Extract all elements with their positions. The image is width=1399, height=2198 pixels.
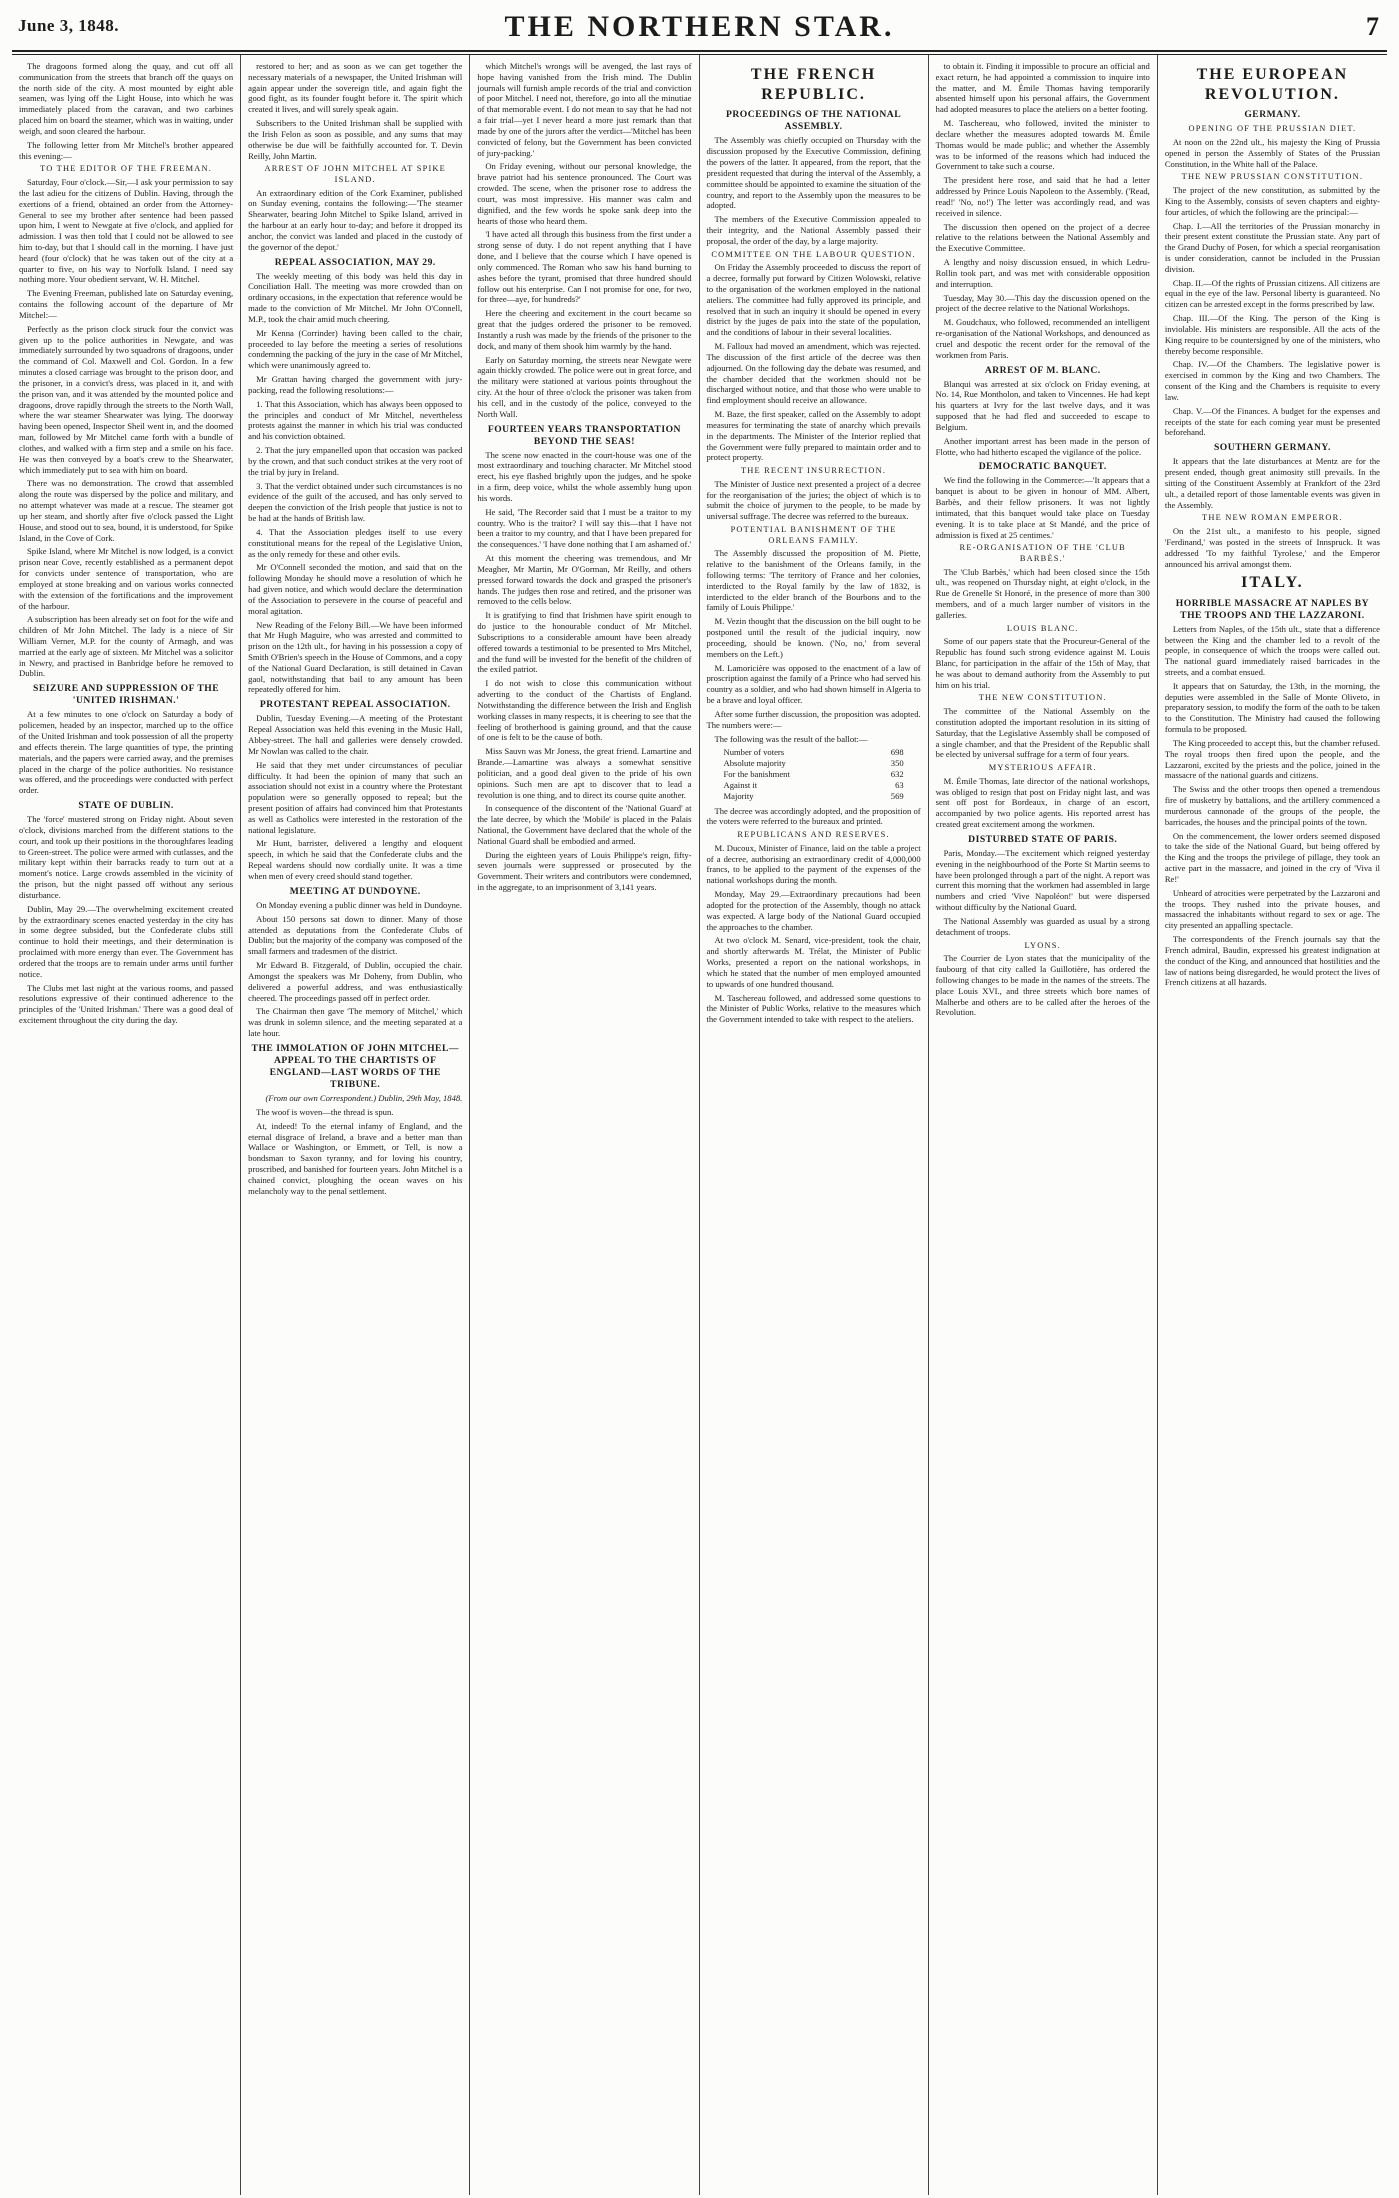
- article-paragraph: 2. That the jury empanelled upon that occasion was packed by the crown, and that such conduct strikes at the very root of the trial by jury in Ireland.: [248, 445, 463, 477]
- article-paragraph: New Reading of the Felony Bill.—We have been informed that Mr Hugh Maguire, who was arrested and committed to prison on the 12th ult., for having in his possession a copy of Smith O'Brien's speech in the House of Commons, and a copy of the National Guard Declaration, is still detained in Cavan gaol, notwithstanding that bail to any amount has been repeatedly offered for him.: [248, 619, 463, 695]
- article-paragraph: The members of the Executive Commission appealed to their integrity, and the National Assembly passed their proposal, the order of the day, by a large majority.: [706, 214, 921, 246]
- article-subheading: LYONS.: [1024, 940, 1061, 950]
- vote-label: For the banishment: [723, 769, 790, 780]
- article-paragraph: During the eighteen years of Louis Philippe's reign, fifty-seven journals were suppressed or prosecuted by the Government. Their writers and contributors were condemned, in the aggregate, to an imprisonment of 3,141 years.: [477, 849, 692, 893]
- article-headline: PROTESTANT REPEAL ASSOCIATION.: [259, 699, 451, 711]
- article-paragraph: Dublin, May 29.—The overwhelming excitement created by the extraordinary scenes enacted yesterday in the city has in some degree subsided, but the Confederate clubs still continue to hold their meetings, and their determination is proclaimed with more energy than ever. The Government has ordered that the troops are to remain under arms until further notice.: [19, 903, 234, 979]
- vote-row: [721, 758, 905, 769]
- article-subheading: REPUBLICANS AND RESERVES.: [737, 830, 890, 840]
- article-subheading: COMMITTEE ON THE LABOUR QUESTION.: [711, 249, 916, 259]
- article-subheading: THE NEW PRUSSIAN CONSTITUTION.: [1181, 172, 1364, 182]
- article-paragraph: M. Ducoux, Minister of Finance, laid on the table a project of a decree, authorising an extraordinary credit of 4,000,000 francs, to be applied to the payment of the expenses of the national workshops during the month.: [706, 842, 921, 886]
- article-subheading: LOUIS BLANC.: [1006, 623, 1079, 633]
- article-headline: STATE OF DUBLIN.: [78, 800, 174, 812]
- article-headline: DISTURBED STATE OF PARIS.: [968, 833, 1118, 845]
- article-paragraph: He said, 'The Recorder said that I must be a traitor to my country. Who is the traitor? I will say this—that I have not been a traitor to my country, and that I have been prepared for the consequences.' 'I have done nothing that I am ashamed of.': [477, 506, 692, 550]
- article-paragraph: Chap. V.—Of the Finances. A budget for the expenses and receipts of the state for each coming year must be presented beforehand.: [1164, 405, 1380, 438]
- article-paragraph: The weekly meeting of this body was held this day in Conciliation Hall. The meeting was more crowded than on ordinary occasions, in the expectation that reference would be made to the conviction of Mr Mitchel. Mr John O'Connell, M.P., took the chair amid much cheering.: [248, 270, 463, 324]
- article-paragraph: At a few minutes to one o'clock on Saturday a body of policemen, headed by an inspector, marched up to the office of the United Irishman and took possession of all the property and effects therein. The large quantities of type, the printing materials, and the papers were carried away, and the premises placed in the charge of the police authorities. No resistance was offered, and the proceedings were conducted with perfect order.: [19, 709, 234, 796]
- column-2: [241, 55, 470, 2195]
- article-paragraph: Paris, Monday.—The excitement which reigned yesterday evening in the neighbourhood of the Porte St Martin seems to have been prolonged through a part of the night. A report was current this morning that the workmen had assembled in large numbers and cried 'Vive Napoléon!' but were dispersed without difficulty by the National Guard.: [935, 847, 1150, 913]
- article-paragraph: In consequence of the discontent of the 'National Guard' at the late decree, by which the 'Mobile' is placed in the Palais National, the Government have declared that the whole of the National Guard shall be embodied and armed.: [477, 803, 692, 846]
- article-paragraph: The National Assembly was guarded as usual by a strong detachment of troops.: [935, 915, 1150, 937]
- column-3: [470, 55, 699, 2195]
- article-headline: SOUTHERN GERMANY.: [1213, 442, 1331, 454]
- article-paragraph: On the 21st ult., a manifesto to his people, signed 'Ferdinand,' was posted in the streets of Innspruck. It was addressed 'To my faithful Tyrolese,' and the Emperor announced his arrival amongst them.: [1164, 526, 1380, 569]
- article-paragraph: We find the following in the Commerce:—'It appears that a banquet is about to be given in honour of MM. Albert, Barbès, and their fellow prisoners. It was not lightly intimated, that this banquet would take place on Tuesday evening. It is to take place at St Mandé, and the price of admission is fixed at 25 centimes.': [935, 475, 1150, 540]
- article-paragraph: Chap. IV.—Of the Chambers. The legislative power is exercised in common by the King and two Chambers. The consent of the King and the Chambers is requisite to every law.: [1164, 359, 1380, 402]
- article-paragraph: Mr Edward B. Fitzgerald, of Dublin, occupied the chair. Amongst the speakers was Mr Doheny, from Dublin, who delivered a powerful address, and was enthusiastically cheered. The proceedings passed off in perfect order.: [248, 960, 463, 1003]
- article-paragraph: Mr Hunt, barrister, delivered a lengthy and eloquent speech, in which he said that the Confederate clubs and the Repeal wardens should now cordially unite. It was a time when men of every creed should stand together.: [248, 838, 463, 881]
- article-paragraph: An extraordinary edition of the Cork Examiner, published on Sunday evening, contains the following:—'The steamer Shearwater, bearing John Mitchel to Spike Island, arrived in the harbour at an early hour to-day; and before it dropped its anchor, the convict was landed and placed in the custody of the governor of the depot.': [248, 187, 463, 252]
- article-paragraph: The Courrier de Lyon states that the municipality of the faubourg of that city called la Guillotière, has ordered the following changes to be made in the names of the streets. The place Louis XVI., and three streets which bore names of Malherbe and others are to be called after the heroes of the Revolution.: [935, 953, 1150, 1018]
- article-paragraph: Miss Sauvn was Mr Joness, the great friend. Lamartine and Brande.—Lamartine was always a somewhat sensitive politician, and a good deal given to the pride of his own opinions. Such men are apt to discover that to lead a revolution is one thing, and to direct its course quite another.: [477, 746, 692, 800]
- column-4: [700, 55, 929, 2195]
- article-paragraph: 'I have acted all through this business from the first under a strong sense of duty. I do not repent anything that I have done, and I believe that the course which I have opened is only commenced. The Roman who saw his hand burning to ashes before the tyrant, promised that three hundred should follow out his enterprise. Can I not promise for one, for two, for three—aye, for hundreds?': [477, 229, 692, 305]
- article-paragraph: The Evening Freeman, published late on Saturday evening, contains the following account of the departure of Mr Mitchel:—: [19, 288, 234, 320]
- article-paragraph: On Friday the Assembly proceeded to discuss the report of a decree, formally put forward by Citizen Wolowski, relative to the organisation of the workmen employed in the national ateliers. The committee had fully approved its principle, and resolved that in such an inquiry it should be opened in every district by the juges de paix into the state of the population, and the conditions of labour in their several localities.: [706, 262, 921, 338]
- article-subheading: MYSTERIOUS AFFAIR.: [988, 763, 1097, 773]
- article-paragraph: On Monday evening a public dinner was held in Dundoyne.: [256, 899, 462, 910]
- article-paragraph: After some further discussion, the proposition was adopted. The numbers were:—: [706, 708, 921, 730]
- article-paragraph: Mr O'Connell seconded the motion, and said that on the following Monday he should move a resolution of which he had given notice, and which would declare the determination of the Association to persevere in the course of peaceful and moral agitation.: [248, 562, 463, 616]
- article-paragraph: Mr Kenna (Corrinder) having been called to the chair, proceeded to lay before the meeting a series of resolutions condemning the packing of the jury in the case of Mr Mitchel, which were unanimously agreed to.: [248, 327, 463, 371]
- article-subheading: TO THE EDITOR OF THE FREEMAN.: [40, 164, 213, 174]
- article-subheading: ARREST OF JOHN MITCHEL AT SPIKE ISLAND.: [264, 164, 446, 185]
- vote-label: Majority: [723, 790, 754, 801]
- article-paragraph: At noon on the 22nd ult., his majesty the King of Prussia opened in person the Assembly of States of the Prussian Constitution, in the White hall of the Palace.: [1164, 136, 1380, 169]
- vote-row: [721, 780, 905, 791]
- article-paragraph: Chap. III.—Of the King. The person of the King is inviolable. His ministers are responsible. All the acts of the King require to be countersigned by one of the ministers, who thereby become responsible.: [1164, 313, 1380, 356]
- article-paragraph: It appears that the late disturbances at Mentz are for the present ended, though great animosity still prevails. In the sitting of the Constituent Assembly at Frankfort of the 23rd ult., a detailed report of those lamentable events was given in the Assembly.: [1164, 456, 1380, 510]
- article-paragraph: Early on Saturday morning, the streets near Newgate were again thickly crowded. The police were out in great force, and the military were stationed at various points throughout the city. At the hour of three o'clock the prisoner was taken from his cell, and in the custody of the police, conveyed to the North Wall.: [477, 354, 692, 419]
- article-paragraph: M. Émile Thomas, late director of the national workshops, was obliged to resign that post on Friday night last, and was sent off post for Bordeaux, in charge of an escort, accompanied by two police agents. His reported arrest has created great excitement among the workmen.: [935, 775, 1150, 830]
- vote-row: [721, 747, 905, 758]
- article-paragraph: M. Taschereau, who followed, invited the minister to declare whether the measures adopted towards M. Émile Thomas would be made public; and whether the Assembly was to be informed of the reasons which had induced the Government to take such a course.: [935, 118, 1150, 172]
- article-headline: DEMOCRATIC BANQUET.: [978, 461, 1107, 473]
- article-paragraph: It is gratifying to find that Irishmen have spirit enough to do justice to the honourable conduct of Mr Mitchel. Subscriptions to a considerable amount have been already offered towards a testimonial to be presented to Mrs Mitchel, and the fund will be invested for the benefit of the children of the exiled patriot.: [477, 610, 692, 675]
- article-headline: SEIZURE AND SUPPRESSION OF THE 'UNITED IRISHMAN.': [33, 683, 220, 707]
- vote-value: 350: [890, 758, 904, 769]
- article-headline: PROCEEDINGS OF THE NATIONAL ASSEMBLY.: [726, 109, 902, 133]
- article-paragraph: Spike Island, where Mr Mitchel is now lodged, is a convict prison near Cove, recently established as a permanent depot for convicts under sentence of transportation, who are employed at stone breaking and on various works connected with the extension of the fortifications and the improvement of the harbour.: [19, 546, 234, 611]
- article-paragraph: Blanqui was arrested at six o'clock on Friday evening, at No. 14, Rue Montholon, and taken to Vincennes. He had kept his quarters at Ivry for the last twelve days, and it was supposed that he had fled and succeeded to escape to Belgium.: [935, 378, 1150, 432]
- vote-value: 63: [895, 779, 904, 790]
- vote-row: [721, 791, 905, 802]
- article-paragraph: The Swiss and the other troops then opened a tremendous fire of musketry by battalions, and the artillery commenced a murderous cannonade of the groups of the people, the barricades, the houses and the principal points of the town.: [1164, 784, 1380, 827]
- page-number: 7: [1366, 12, 1379, 41]
- article-paragraph: M. Lamoricière was opposed to the enactment of a law of proscription against the family of a Prince who had served his country as a soldier, and who had shown himself in Algeria to be a brave and loyal officer.: [706, 662, 921, 706]
- vote-value: 569: [890, 790, 904, 801]
- article-paragraph: Chap. II.—Of the rights of Prussian citizens. All citizens are equal in the eye of the law. Personal liberty is guaranteed. No citizen can be arrested except in the forms prescribed by law.: [1164, 277, 1380, 310]
- article-paragraph: Dublin, Tuesday Evening.—A meeting of the Protestant Repeal Association was held this evening in the Music Hall, Abbey-street. The hall and galleries were densely crowded. Mr Nowlan was called to the chair.: [248, 713, 463, 756]
- article-headline: HORRIBLE MASSACRE AT NAPLES BY THE TROOPS AND THE LAZZARONI.: [1175, 597, 1370, 621]
- article-paragraph: He said that they met under circumstances of peculiar difficulty. It had been the opinion of many that such an association should not exist in a country where the Protestant population were so generally opposed to repeal; but the present position of affairs had convinced him that Protestants as well as Catholics were interested in the restoration of the national legislature.: [248, 759, 463, 835]
- section-heading: THE EUROPEAN REVOLUTION.: [1196, 66, 1349, 104]
- article-paragraph: It appears that on Saturday, the 13th, in the morning, the deputies were assembled in the Salle of Monte Oliveto, in preparatory session, to modify the form of the oath to be taken to the Constitution. The Ministry had caused the following formula to be proposed.: [1164, 680, 1380, 735]
- column-1: [12, 55, 241, 2195]
- article-paragraph: M. Baze, the first speaker, called on the Assembly to adopt measures for terminating the state of anarchy which prevails in the departments. The Minister of the Interior replied that the Government were fully prepared to maintain order and to protect property.: [706, 409, 921, 463]
- article-paragraph: The woof is woven—the thread is spun.: [256, 1106, 394, 1117]
- vote-value: 698: [890, 747, 904, 758]
- article-paragraph: On the commencement, the lower orders seemed disposed to take the side of the National Guard, but being offered by the King and the troops the privilege of pillage, they took an active part in the massacre, and joined in the cry of 'Viva il Re!': [1164, 830, 1380, 884]
- article-paragraph: The following letter from Mr Mitchel's brother appeared this evening:—: [19, 139, 234, 161]
- article-paragraph: The decree was accordingly adopted, and the proposition of the voters were referred to the bureaux and printed.: [706, 805, 921, 827]
- article-paragraph: A subscription has been already set on foot for the wife and children of Mr John Mitchel. The lady is a niece of Sir William Verner, M.P. for the county of Armagh, and was married at the early age of sixteen. Mr Mitchel was a solicitor in Newry, and practised in Banbridge before he removed to Dublin.: [19, 614, 234, 679]
- article-paragraph: restored to her; and as soon as we can get together the necessary materials of a newspaper, the United Irishman will again appear under the sovereign title, and again fight the good fight, as its founder fought before it. The spirit which created it lives, and will surely speak again.: [248, 61, 463, 115]
- article-paragraph: The president here rose, and said that he had a letter addressed by Prince Louis Napoleon to the Assembly. ('Read, read!' 'No, no!') The letter was accordingly read, and was received in silence.: [935, 175, 1150, 218]
- article-paragraph: The correspondents of the French journals say that the French admiral, Baudin, expressed his greatest indignation at the conduct of the King, and announced that hostilities and the law of nations being disregarded, he would protect the lives of French citizens at all hazards.: [1164, 934, 1380, 988]
- article-paragraph: On Friday evening, without our personal knowledge, the brave patriot had his sentence pronounced. The Court was crowded. The scene, when the prisoner rose to address the court, was most impressive. His manner was calm and dignified, and the few words he spoke sank deep into the hearts of those who heard them.: [477, 161, 692, 226]
- article-paragraph: The Chairman then gave 'The memory of Mitchel,' which was drunk in solemn silence, and the meeting separated at a late hour.: [248, 1006, 463, 1038]
- vote-row: [721, 769, 905, 780]
- article-paragraph: Here the cheering and excitement in the court became so great that the judges ordered the prisoner to be removed. Instantly a rush was made by the friends of the prisoner to the dock, and many of them shook him warmly by the hand.: [477, 308, 692, 351]
- article-paragraph: M. Vezin thought that the discussion on the bill ought to be postponed until the result of the judicial inquiry, now proceeding, should be known. ('No, no,' from several members on the Left.): [706, 616, 921, 659]
- article-paragraph: M. Falloux had moved an amendment, which was rejected. The discussion of the first article of the decree was then adjourned. On the following day the debate was resumed, and the chamber decided that the workmen should not be discharged without notice, and that those who were unable to find employment should receive an allowance.: [706, 341, 921, 406]
- article-headline: ARREST OF M. BLANC.: [984, 364, 1101, 376]
- article-paragraph: Saturday, Four o'clock.—Sir,—I ask your permission to say the last adieu for the citizens of Dublin. Having, through the exertions of a friend, obtained an order from the Attorney-General to see my brother after sentence had been passed upon him, I went to Newgate at five o'clock, and applied for admission. I was then told that I could not be allowed to see him to-day, but that I should call in the morning. I have just heard (four o'clock) that he was taken out of the city at a quarter to five, on his way to Norfolk Island. I need say nothing more. Your obedient servant, W. H. Mitchel.: [19, 177, 234, 285]
- article-paragraph: Unheard of atrocities were perpetrated by the Lazzaroni and the troops. They rushed into the private houses, and massacred the inhabitants without regard to sex or age. The city presented an appalling spectacle.: [1164, 887, 1380, 931]
- article-paragraph: Mr Grattan having charged the government with jury-packing, read the following resolutions:—: [248, 374, 463, 395]
- newspaper-title: THE NORTHERN STAR.: [504, 10, 895, 43]
- article-subheading: RE-ORGANISATION OF THE 'CLUB BARBÈS.': [959, 543, 1126, 564]
- article-paragraph: The discussion then opened on the project of a decree relative to the relations between the National Assembly and the Executive Committee.: [935, 221, 1150, 254]
- article-paragraph: I do not wish to close this communication without adverting to the conduct of the Chartists of England. Notwithstanding the difference between the Irish and English working classes in many respects, it is cheering to see that the feeling of brotherhood is gaining ground, and that the cause of one is felt to be the cause of both.: [477, 678, 692, 743]
- issue-date: June 3, 1848.: [18, 16, 119, 35]
- article-paragraph: About 150 persons sat down to dinner. Many of those attended as deputations from the Confederate Clubs of Dublin; but the majority of the company was composed of the small farmers and tradesmen of the district.: [248, 913, 463, 957]
- article-paragraph: The Assembly discussed the proposition of M. Piette, relative to the banishment of the Orleans family, in the following terms: 'The territory of France and her colonies, interdicted to the Royal family by the law of 1832, is interdicted to the elder branch of the Bourbons and to the family of Louis Philippe.': [706, 548, 921, 613]
- column-5: [929, 55, 1158, 2195]
- article-paragraph: At this moment the cheering was tremendous, and Mr Meagher, Mr Martin, Mr O'Gorman, Mr Reilly, and others pressed forward towards the dock and grasped the prisoner's hands. The judges then rose and retired, and the prisoner was removed to the cells below.: [477, 553, 692, 607]
- vote-label: Against it: [723, 779, 758, 790]
- article-subheading: THE RECENT INSURRECTION.: [740, 466, 887, 476]
- article-paragraph: M. Taschereau followed, and addressed some questions to the Minister of Public Works, relative to the measures which the Government intended to take with respect to the ateliers.: [706, 992, 921, 1025]
- byline: (From our own Correspondent.) Dublin, 29th May, 1848.: [265, 1093, 463, 1104]
- article-paragraph: The Clubs met last night at the various rooms, and passed resolutions expressive of their continued adherence to the principles of the 'United Irishman.' There was a good deal of excitement throughout the city during the day.: [19, 982, 234, 1026]
- vote-value: 632: [890, 769, 904, 780]
- article-headline: THE IMMOLATION OF JOHN MITCHEL—APPEAL TO THE CHARTISTS OF ENGLAND—LAST WORDS OF THE TRIBUNE.: [251, 1042, 459, 1091]
- article-paragraph: which Mitchel's wrongs will be avenged, the last rays of hope having vanished from the Irish mind. The Dublin journals will furnish ample records of the trial and conviction of poor Mitchel. I need not, therefore, go into all the minutiae of that memorable event. I do not mean to say that he had not a fair trial—yet I never heard a more just remark than that made by one of the jurors after the verdict—'Mitchel has been convicted of felony, but the Government has been convicted of jury-packing.': [477, 61, 692, 158]
- article-paragraph: Tuesday, May 30.—This day the discussion opened on the project of the decree relative to the National Workshops.: [935, 292, 1150, 314]
- article-headline: MEETING AT DUNDOYNE.: [289, 885, 421, 897]
- column-6: [1158, 55, 1387, 2195]
- article-headline: GERMANY.: [1244, 109, 1301, 121]
- columns: [12, 55, 1387, 2195]
- article-paragraph: There was no demonstration. The crowd that assembled along the route was dispersed by the police and military, and no attempt whatever was made at a rescue. The steamer got up her steam, and shortly after five o'clock passed the Light House, and stood out to sea, bound, it is understood, for Spike Island, in the Cove of Cork.: [19, 478, 234, 543]
- article-paragraph: The Minister of Justice next presented a project of a decree for the reorganisation of the juries; the object of which is to submit the choice of jurymen to the people, to be made by universal suffrage. The decree was referred to the bureaux.: [706, 478, 921, 522]
- article-paragraph: A lengthy and noisy discussion ensued, in which Ledru-Rollin took part, and was met with considerable opposition and interruption.: [935, 257, 1150, 289]
- article-subheading: OPENING OF THE PRUSSIAN DIET.: [1188, 124, 1357, 134]
- article-paragraph: The Assembly was chiefly occupied on Thursday with the discussion proposed by the Executive Commission, defining the powers of the latter. It appeared, from the report, that the president requested that during the interval of the Assembly, a committee should be appointed to examine the situation of the country, and report to the Assembly upon the measures to be adopted.: [706, 135, 921, 211]
- article-paragraph: Letters from Naples, of the 15th ult., state that a difference between the King and the chamber led to a revolt of the people, in consequence of which the troops were called out. The national guard immediately raised barricades in the streets, and a combat ensued.: [1164, 623, 1380, 677]
- article-paragraph: The 'Club Barbès,' which had been closed since the 15th ult., was reopened on Thursday night, at eight o'clock, in the Rue de Grenelle St Honoré, in the presence of more than 300 members, and of a much larger number of visitors in the galleries.: [935, 566, 1150, 620]
- vote-result: [707, 734, 921, 802]
- article-subheading: POTENTIAL BANISHMENT OF THE ORLEANS FAMILY.: [730, 525, 897, 545]
- article-paragraph: The dragoons formed along the quay, and cut off all communication from the streets that branch off the quays on the north side of the city. A most mounted by eight able seamen, was lying off the Light House, into which he was immediately placed from the caravan, and two carbines placed him on board the steamer, which was in waiting, under weigh, and soon cleared the harbour.: [19, 61, 234, 136]
- article-paragraph: M. Goudchaux, who followed, recommended an intelligent re-organisation of the National Workshops, and denounced as cruel and despotic the recent order for the removal of the workmen from Paris.: [935, 317, 1150, 360]
- article-paragraph: The scene now enacted in the court-house was one of the most extraordinary and touching character. Mr Mitchel stood erect, his eye flashed brightly upon the judges, and he spoke in a firm, deep voice, whilst the whole assembly hung upon his words.: [477, 449, 692, 503]
- article-paragraph: The King proceeded to accept this, but the chamber refused. The royal troops then fired upon the people, and the Lazzaroni, excited by the priests and the police, joined in the massacre of the national guards and citizens.: [1164, 737, 1380, 781]
- vote-label: Number of voters: [723, 747, 785, 758]
- article-paragraph: 1. That this Association, which has always been opposed to the principles and conduct of Mr Mitchel, nevertheless protests against the manner in which his trial was conducted and his conviction obtained.: [248, 398, 463, 442]
- article-headline: FOURTEEN YEARS TRANSPORTATION BEYOND THE SEAS!: [487, 423, 681, 447]
- article-paragraph: 4. That the Association pledges itself to use every constitutional means for the repeal of the Legislative Union, as the only remedy for these and other evils.: [248, 526, 463, 559]
- vote-label: Absolute majority: [723, 758, 786, 769]
- section-heading: THE FRENCH REPUBLIC.: [750, 66, 877, 104]
- vote-intro: The following was the result of the ballot:—: [714, 733, 868, 744]
- article-paragraph: 3. That the verdict obtained under such circumstances is no evidence of the guilt of the accused, and has only served to deepen the conviction of the Irish people that justice is not to be had at the hands of British law.: [248, 480, 463, 524]
- article-paragraph: to obtain it. Finding it impossible to procure an official and exact return, he had appointed a commission to inquire into the matter, and M. Émile Thomas having temporarily absented himself upon his personal affairs, the Government had adopted measures to place the ateliers on a better footing.: [935, 61, 1150, 115]
- article-paragraph: Subscribers to the United Irishman shall be supplied with the Irish Felon as soon as possible, and any sums that may otherwise be due will be faithfully accounted for. T. Devin Reilly, John Martin.: [248, 118, 463, 161]
- article-headline: REPEAL ASSOCIATION, MAY 29.: [274, 256, 436, 268]
- article-subheading: THE NEW CONSTITUTION.: [978, 693, 1107, 703]
- article-paragraph: Some of our papers state that the Procureur-General of the Republic has found such strong evidence against M. Louis Blanc, for participation in the affair of the 15th of May, that he was about to demand authority from the Assembly to put him on his trial.: [935, 636, 1150, 690]
- article-paragraph: Monday, May 29.—Extraordinary precautions had been adopted for the protection of the Assembly, though no attack was expected. A large body of the National Guard occupied the approaches to the chamber.: [706, 889, 921, 932]
- article-paragraph: Perfectly as the prison clock struck four the convict was given up to the police authorities in Newgate, and was immediately surrounded by two squadrons of dragoons, under the command of Col. Maxwell and Col. Gordon. In a few minutes a closed carriage was brought to the prison door, and the prisoner, in a convict's dress, was placed in it, and with the prison van, and it was attended by the mounted police and dragoons, drove rapidly through the streets to the North Wall, where the war steamer Shearwater was lying. The doorway having been opened, Inspector Sheil went in, and the doomed man, followed by Mr Mitchel came forth with a bundle of clothes, and walked with a firm step and a smile on his face. He was then conveyed by a boat's crew to the Shearwater, which immediately put to sea with him on board.: [19, 323, 234, 475]
- vote-table: [721, 747, 905, 801]
- article-paragraph: The project of the new constitution, as submitted by the King to the Assembly, consists of seven chapters and eighty-four articles, of which the following are the principal:—: [1164, 185, 1380, 217]
- article-subheading: THE NEW ROMAN EMPEROR.: [1202, 513, 1343, 523]
- article-paragraph: Chap. I.—All the territories of the Prussian monarchy in their present extent constitute the Prussian state. Any part of the Grand Duchy of Posen, for which a special reorganisation is under consideration, cannot be included in the Prussian division.: [1164, 220, 1380, 274]
- article-paragraph: At, indeed! To the eternal infamy of England, and the eternal disgrace of Ireland, a brave and a better man than Wallace or Washington, or Emmett, or Tell, is now a bondsman to Saxon tyranny, and for loving his country, proscribed, and banished for fourteen years. John Mitchel is a chained convict, ploughing the ocean waves on his melancholy way to the penal settlement.: [248, 1120, 463, 1196]
- article-paragraph: The 'force' mustered strong on Friday night. About seven o'clock, divisions marched from the different stations to the court, and took up their positions in the thoroughfares leading to Green-street. The police were armed with cutlasses, and the military kept within their barracks ready to turn out at a moment's notice. Large crowds assembled in the vicinity of the prison, but the night passed off without any serious disturbance.: [19, 814, 234, 900]
- section-heading: ITALY.: [1241, 574, 1304, 592]
- masthead: [12, 6, 1387, 50]
- article-paragraph: Another important arrest has been made in the person of Flotte, who had hitherto escaped the vigilance of the police.: [935, 435, 1150, 457]
- article-paragraph: The committee of the National Assembly on the constitution adopted the important resolution in its sitting of Saturday, that the Legislative Assembly shall be composed of a single chamber, and that the President of the Republic shall be elected by universal suffrage for a term of four years.: [935, 706, 1150, 760]
- article-paragraph: At two o'clock M. Senard, vice-president, took the chair, and shortly afterwards M. Trélat, the Minister of Public Works, presented a report on the national workshops, in which he stated that the number of men employed amounted to upwards of one hundred thousand.: [706, 935, 921, 989]
